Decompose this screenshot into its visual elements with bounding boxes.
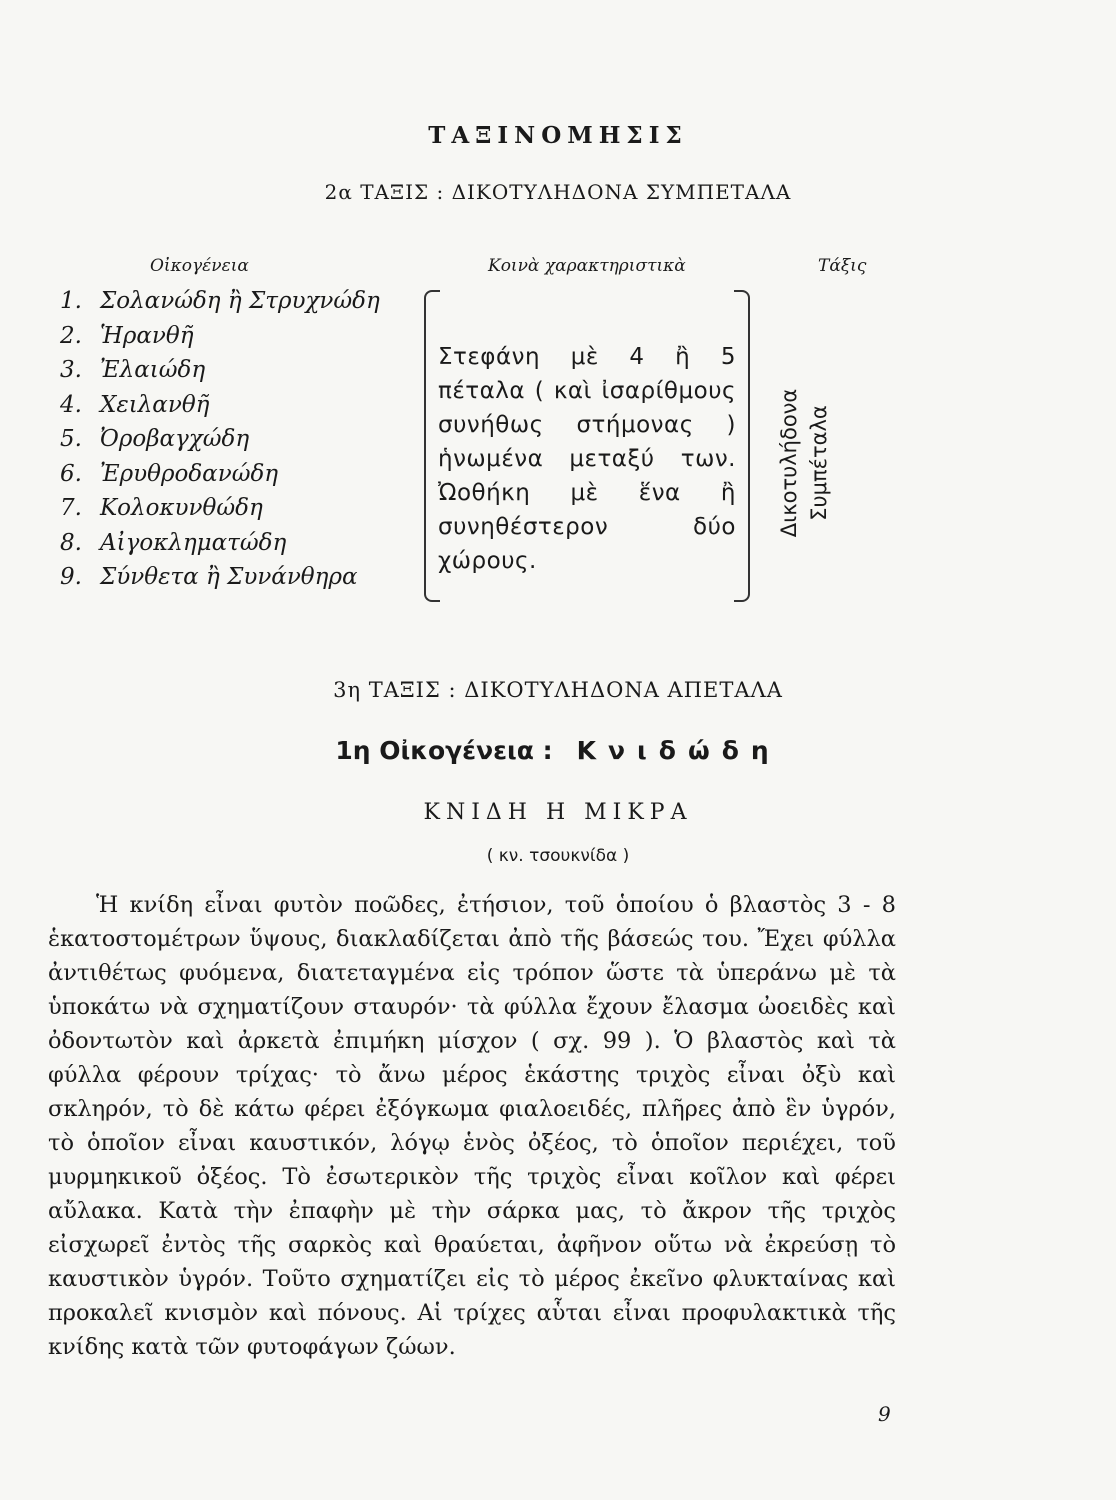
family-heading [0,736,1116,765]
class-line-2: Συμπέταλα [807,405,831,521]
class-line-1: Δικοτυλήδονα [777,388,801,538]
class-label [764,378,844,548]
header-class: Τάξις [818,256,867,276]
family-item: 2. Ἡρανθῆ [60,322,194,349]
family-item: 8. Αἰγοκληματώδη [60,529,287,556]
common-traits: Στεφάνη μὲ 4 ἢ 5 πέταλα ( καὶ ἰσαρίθμους συνήθως στήμονας ) ἡνωμένα μεταξύ των. Ὠοθήκη μὲ ἕνα ἢ συνηθέστερον δύο χώρους. [438,344,736,574]
family-heading-prefix: 1η Οἰκογένεια : [335,736,553,765]
family-item: 3. Ἐλαιώδη [60,357,206,383]
family-item: 7. Κολοκυνθώδη [60,495,263,521]
main-title: ΤΑΞΙΝΟΜΗΣΙΣ [428,122,688,149]
page-number: 9 [878,1402,891,1426]
family-item: 1. Σολανώδη ἢ Στρυχνώδη [60,288,380,314]
body-paragraph: Ἡ κνίδη εἶναι φυτὸν ποῶδες, ἐτήσιον, τοῦ ὁποίου ὁ βλαστὸς 3 - 8 ἑκατοστομέτρων ὕψους, διακλαδίζεται ἀπὸ τῆς βάσεώς του. Ἔχει φύλλα ἀντιθέτως φυόμενα, διατεταγμένα εἰς τρόπον ὥστε τὰ ὑπεράνω μὲ τὰ ὑποκάτω νὰ σχηματίζουν σταυρόν· τὰ φύλλα ἔχουν ἔλασμα ὠοειδὲς καὶ ὀδοντωτὸν καὶ ἀρκετὰ ἐπιμήκη μίσχον ( σχ. 99 ). Ὁ βλαστὸς καὶ τὰ φύλλα φέρουν τρίχας· τὸ ἄνω μέρος ἑκάστης τριχὸς εἶναι ὀξὺ καὶ σκληρόν, τὸ δὲ κάτω φέρει ἐξόγκωμα φιαλοειδές, πλῆρες ἀπὸ ἓν ὑγρόν, τὸ ὁποῖον εἶναι καυστικόν, λόγῳ ἑνὸς ὀξέος, τὸ ὁποῖον περιέχει, τοῦ μυρμηκικοῦ ὀξέος. Τὸ ἐσωτερικὸν τῆς τριχὸς εἶναι κοῖλον καὶ φέρει αὔλακα. Κατὰ τὴν ἐπαφὴν μὲ τὴν σάρκα μας, τὸ ἄκρον τῆς τριχὸς εἰσχωρεῖ ἐντὸς τῆς σαρκὸς καὶ θραύεται, ἀφῆνον οὕτω νὰ ἐκρεύσῃ τὸ καυστικὸν ὑγρόν. Τοῦτο σχηματίζει εἰς τὸ μέρος ἐκεῖνο φλυκταίνας καὶ προκαλεῖ κνισμὸν καὶ πόνους. Αἱ τρίχες αὗται εἶναι προφυλακτικὰ τῆς κνίδης κατὰ τῶν φυτοφάγων ζώων. [48,892,896,1360]
plant-title: ΚΝΙΔΗ Η ΜΙΚΡΑ [423,800,693,825]
class3-title: 3η ΤΑΞΙΣ : ΔΙΚΟΤΥΛΗΔΟΝΑ ΑΠΕΤΑΛΑ [333,678,783,702]
family-item: 5. Ὀροβαγχώδη [60,426,250,452]
family-list [60,284,380,595]
family-heading-name: Κνιδώδη [576,736,781,765]
header-family: Οἰκογένεια [150,256,249,276]
common-name: ( κν. τσουκνίδα ) [486,846,630,866]
header-traits: Κοινὰ χαρακτηριστικὰ [488,256,686,276]
family-item: 9. Σύνθετα ἢ Συνάνθηρα [60,564,358,590]
family-item: 4. Χειλανθῆ [60,391,210,418]
class2-title: 2α ΤΑΞΙΣ : ΔΙΚΟΤΥΛΗΔΟΝΑ ΣΥΜΠΕΤΑΛΑ [324,180,792,204]
right-bracket [734,290,750,602]
family-item: 6. Ἐρυθροδανώδη [60,460,279,487]
